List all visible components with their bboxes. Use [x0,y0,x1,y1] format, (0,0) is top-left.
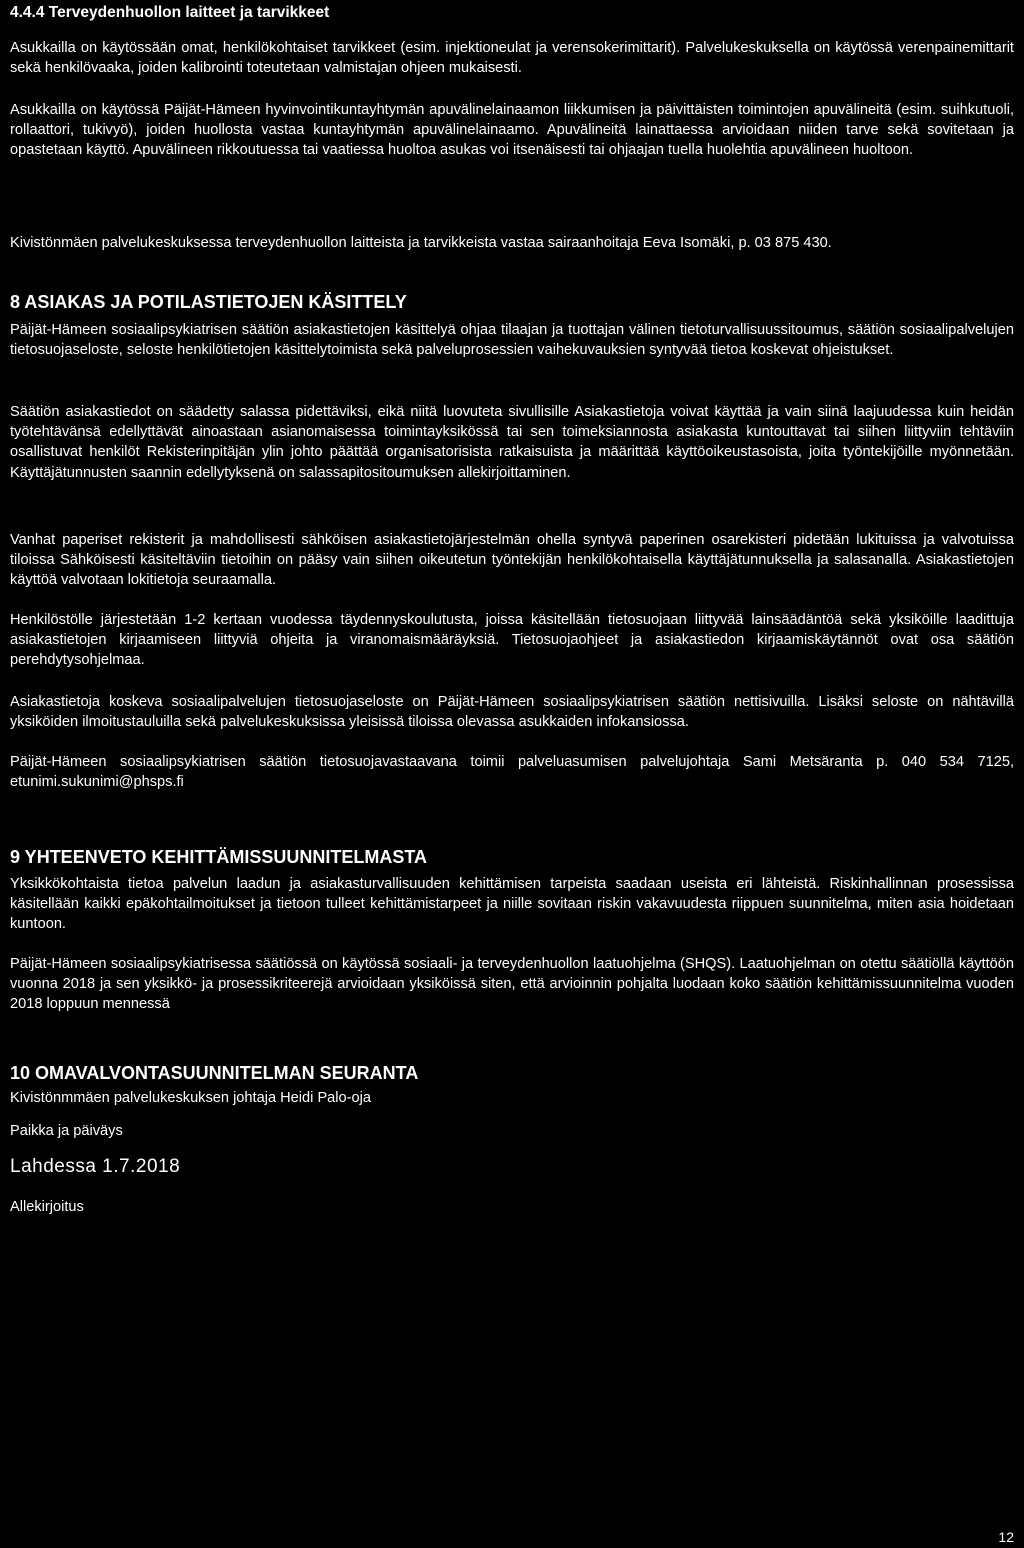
section-4-4-paragraph-3: Kivistönmäen palvelukeskuksessa terveydenhuollon laitteista ja tarvikkeista vastaa sairaanhoitaja Eeva Isomäki, p. 03 875 430. [10,235,832,251]
page-number: 12 [998,1529,1014,1545]
section-8-paragraph-4: Henkilöstölle järjestetään 1-2 kertaan vuodessa täydennyskoulutusta, joissa käsitellään tietosuojaan liittyvää lainsäädäntöä sekä yksiköille laadittuja asiakastietojen kirjaamiseen liittyviä ohjeita ja viranomaismääräyksiä. Tietosuojaohjeet ja asiakastiedon kirjaamiskäytännöt ovat osa säätiön perehdytysohjelmaa. [10,612,1014,669]
section-4-4-heading: 4.4.4 Terveydenhuollon laitteet ja tarvikkeet [10,4,330,21]
section-9-paragraph-2: Päijät-Hämeen sosiaalipsykiatrisessa säätiössä on käytössä sosiaali- ja terveydenhuollon laatuohjelma (SHQS). Laatuohjelman on otettu säätiöllä käyttöön vuonna 2018 ja sen yksikkö- ja prosessikriteerejä arvioidaan yksiköissä siten, että arvioinnin pohjalta luodaan koko säätiön kehittämissuunnitelma vuoden 2018 loppuun mennessä [10,956,1014,1013]
section-8-paragraph-6: Päijät-Hämeen sosiaalipsykiatrisen säätiön tietosuojavastaavana toimii palveluasumisen palvelujohtaja Sami Metsäranta p. 040 534 7125, etunimi.sukunimi@phsps.fi [10,754,1014,791]
section-4-4-paragraph-1: Asukkailla on käytössään omat, henkilökohtaiset tarvikkeet (esim. injektioneulat ja verensokerimittarit). Palvelukeskuksella on käytössä verenpainemittarit sekä henkilövaaka, joiden kalibrointi toteutetaan valmistajan ohjeen mukaisesti. [10,40,1014,77]
section-9-heading: 9 YHTEENVETO KEHITTÄMISSUUNNITELMASTA [10,847,428,867]
section-9-paragraph-1: Yksikkökohtaista tietoa palvelun laadun ja asiakasturvallisuuden kehittämisen tarpeista saadaan useista eri lähteistä. Riskinhallinnan prosessissa käsitellään kaikki epäkohtailmoitukset ja tietoon tulleet kehittämistarpeet ja niille sovitaan riskin vakavuudesta riippuen suunnitelma, miten asia hoidetaan kuntoon. [10,876,1014,933]
section-10-heading: 10 OMAVALVONTASUUNNITELMAN SEURANTA [10,1063,419,1083]
place-date-label: Paikka ja päiväys [10,1123,123,1139]
section-8-heading: 8 ASIAKAS JA POTILASTIETOJEN KÄSITTELY [10,292,407,312]
responsible-person: Kivistönmmäen palvelukeskuksen johtaja Heidi Palo-oja [10,1090,371,1106]
section-8-paragraph-3: Vanhat paperiset rekisterit ja mahdollisesti sähköisen asiakastietojärjestelmän ohella syntyvä paperinen osarekisteri pidetään lukituissa ja valvotuissa tiloissa Sähköisesti käsiteltäviin tietoihin on pääsy vain siihen oikeutetun työntekijän henkilökohtaisella käyttäjätunnuksella ja salasanalla. Asiakastietojen käyttöä valvotaan lokitietoja seuraamalla. [10,532,1014,589]
section-8-paragraph-1: Päijät-Hämeen sosiaalipsykiatrisen säätiön asiakastietojen käsittelyä ohjaa tilaajan ja tuottajan välinen tietoturvallisuussitoumus, säätiön sosiaalipalvelujen tietosuojaseloste, seloste henkilötietojen käsittelytoimista sekä palveluprosessien vaihekuvauksien syntyvää tietoa koskevat ohjeistukset. [10,322,1014,359]
section-4-4-paragraph-2: Asukkailla on käytössä Päijät-Hämeen hyvinvointikuntayhtymän apuvälinelainaamon liikkumisen ja päivittäisten toimintojen apuvälineitä (esim. suihkutuoli, rollaattori, tukivyö), joiden huollosta vastaa kuntayhtymän apuvälinelainaamo. Apuvälineitä lainattaessa arvioidaan niiden tarve sekä sovitetaan ja opastetaan käyttö. Apuvälineen rikkoutuessa tai vaatiessa huoltoa asukas voi itsenäisesti tai ohjaajan tuella huolehtia apuvälineen huoltoon. [10,102,1014,159]
place-date-value: Lahdessa 1.7.2018 [10,1156,181,1177]
section-8-paragraph-2: Säätiön asiakastiedot on säädetty salassa pidettäviksi, eikä niitä luovuteta sivullisille Asiakastietoja voivat käyttää ja vain siinä laajuudessa kuin heidän työtehtävänsä edellyttävät ainoastaan asianomaisessa toimintayksikössä tai sen toimeksiannosta asiakasta kuntouttavat tai siihen liittyviin tehtäviin osallistuvat henkilöt Rekisterinpitäjän ylin johto päättää organisatorisista ratkaisuista ja määrittää käyttöoikeustasoista, joita työntekijöille myönnetään. Käyttäjätunnusten saannin edellytyksenä on salassapitositoumuksen allekirjoittaminen. [10,404,1014,481]
section-8-paragraph-5: Asiakastietoja koskeva sosiaalipalvelujen tietosuojaseloste on Päijät-Hämeen sosiaalipsykiatrisen säätiön nettisivuilla. Lisäksi seloste on nähtävillä yksiköiden ilmoitustauluilla sekä palvelukeskuksissa yleisissä tiloissa olevassa asukkaiden infokansiossa. [10,694,1014,731]
signature-label: Allekirjoitus [10,1199,84,1215]
